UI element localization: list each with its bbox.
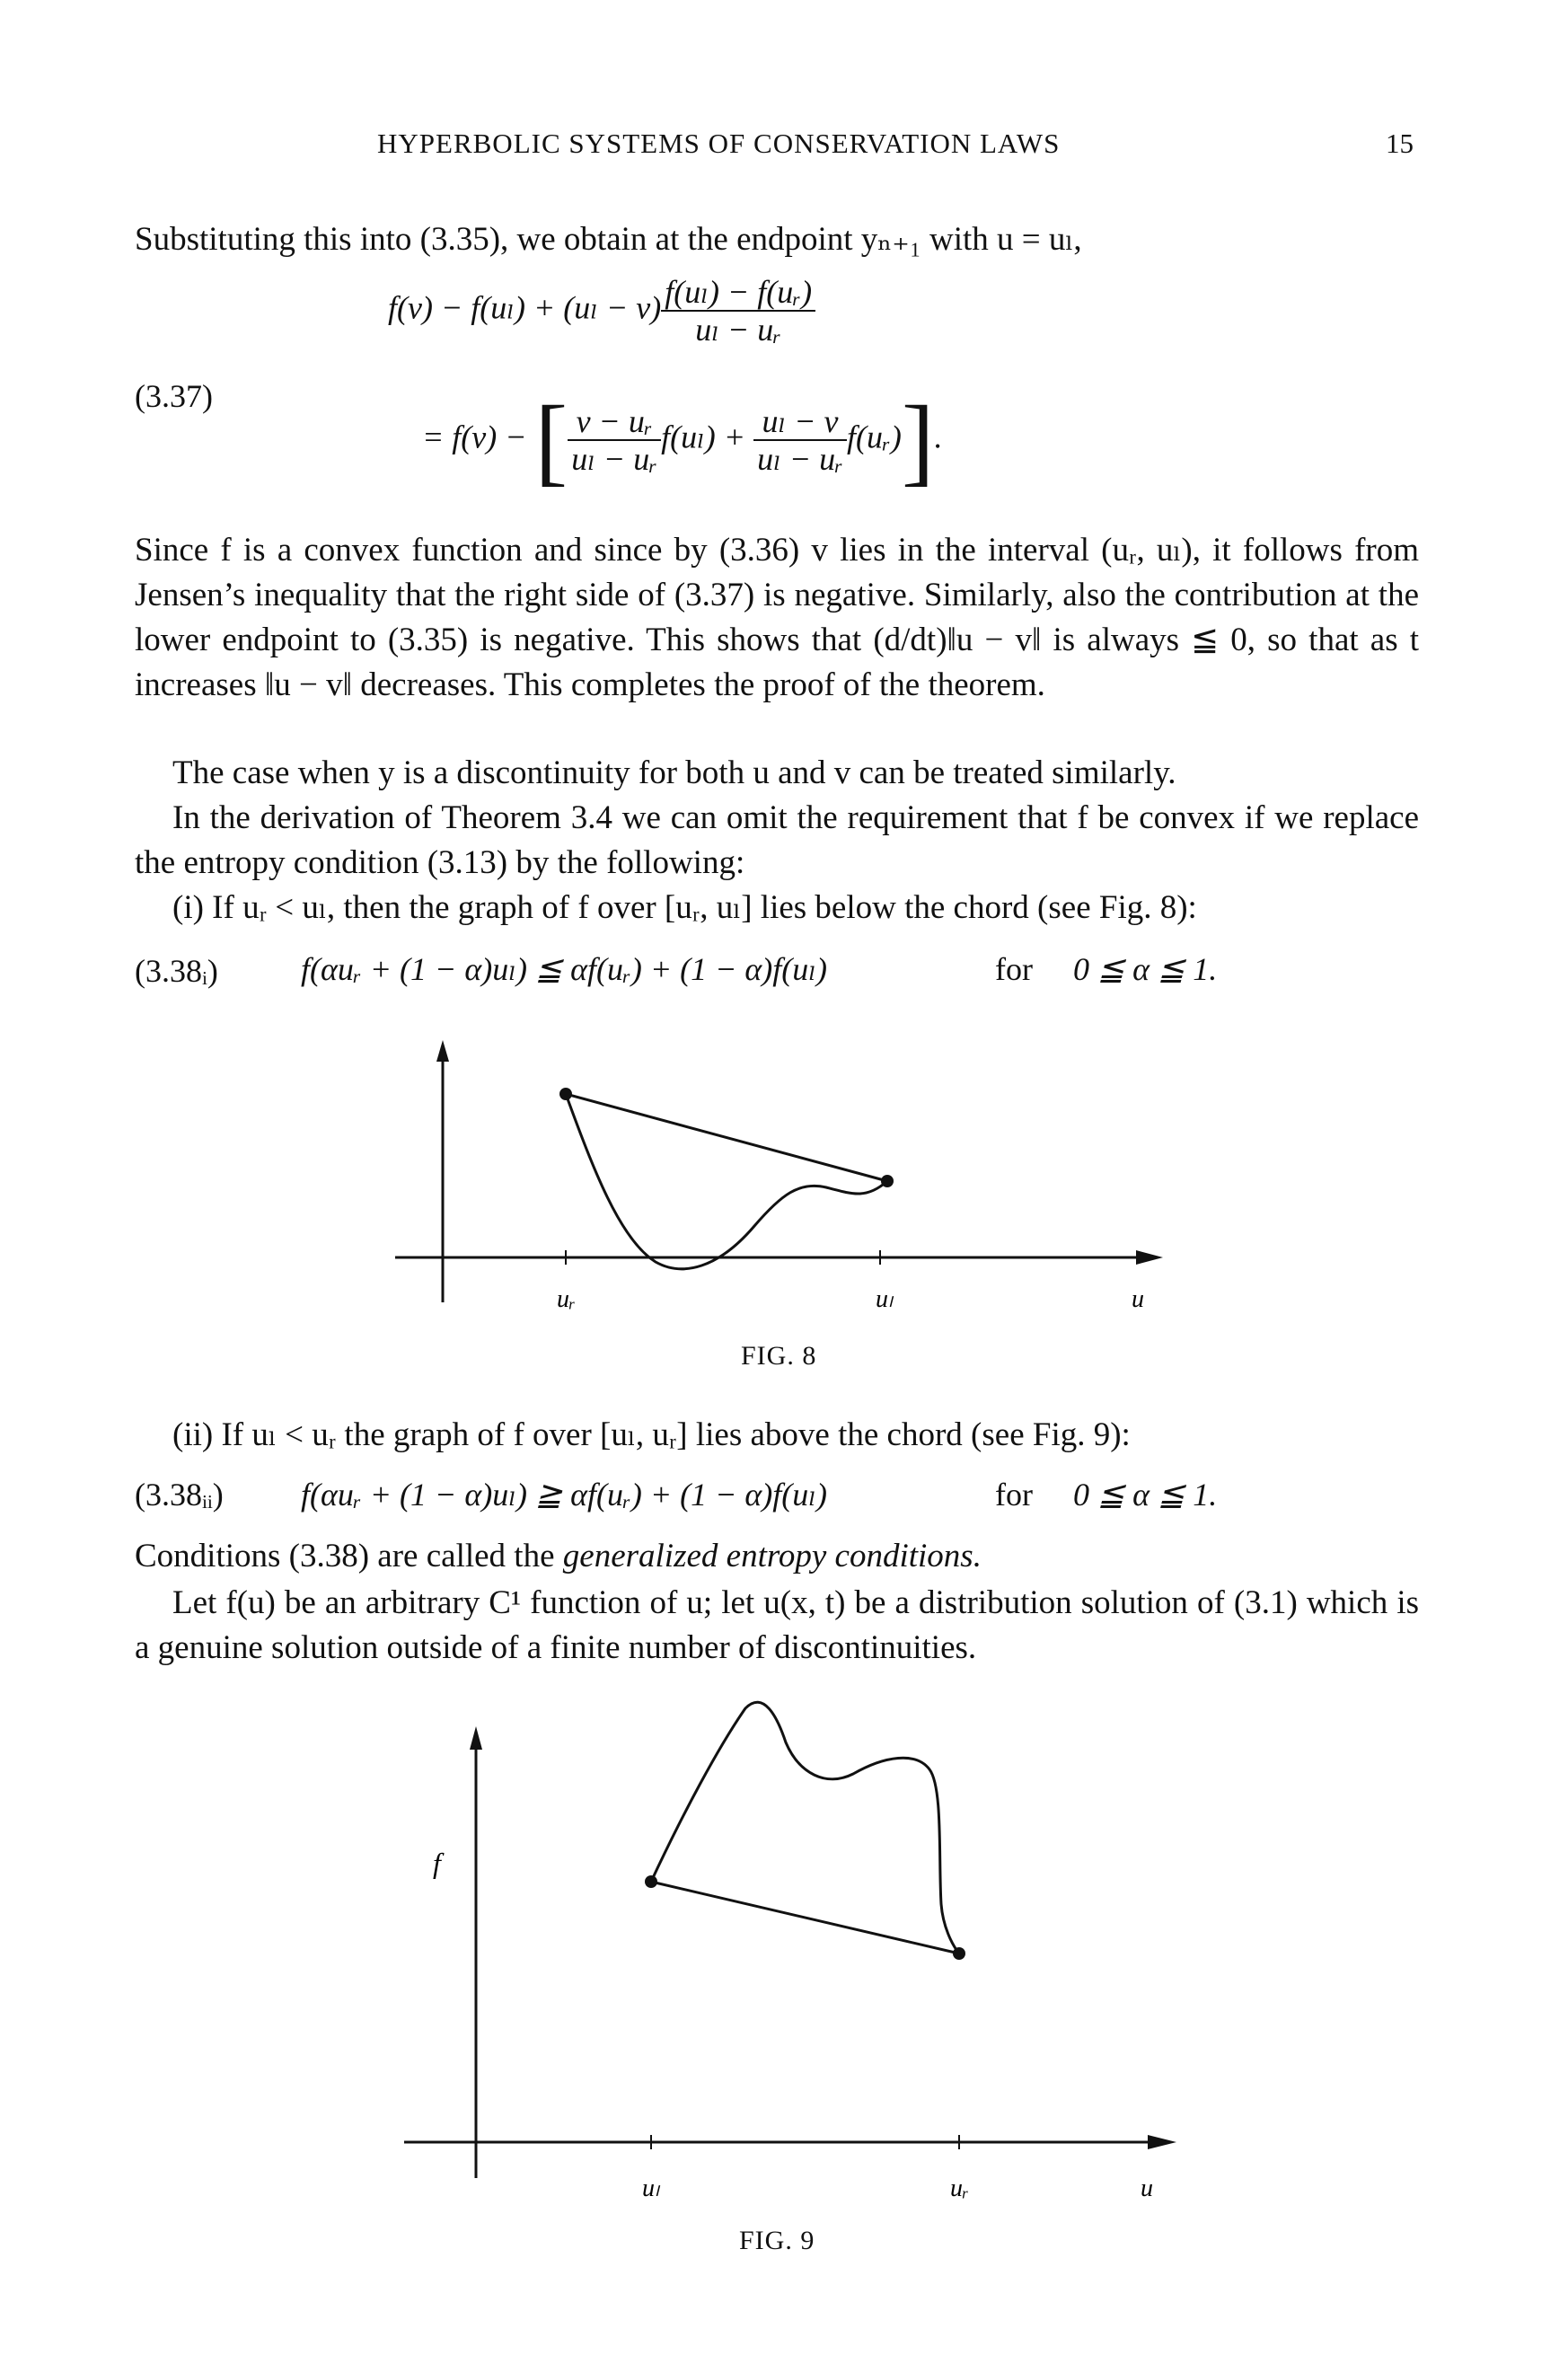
paragraph-theorem-derivation: In the derivation of Theorem 3.4 we can omit the requirement that f be convex if we replace the entropy condition (3.13) by the following: [135, 799, 1419, 881]
eq337-line2-fraction-1 [568, 403, 661, 477]
fig8-chord [566, 1094, 887, 1181]
right-bracket: ] [901, 385, 935, 495]
fig8-endpoint-right [881, 1175, 894, 1187]
equation-label-3-38-ii: (3.38ᵢᵢ) [135, 1477, 224, 1513]
eq337-line2-term-2: f(uᵣ) [846, 419, 902, 455]
equation-3-38-ii-range: 0 ≦ α ≦ 1. [1073, 1477, 1218, 1513]
fig9-endpoint-left [645, 1875, 657, 1888]
eq337-line1-numerator: f(uₗ) − f(uᵣ) [661, 274, 815, 312]
fig9-label-u: u [1141, 2174, 1153, 2202]
fig8-y-arrow-icon [436, 1040, 449, 1062]
equation-label-3-38-i: (3.38ᵢ) [135, 953, 218, 989]
equation-3-38-ii: f(αuᵣ + (1 − α)uₗ) ≧ αf(uᵣ) + (1 − α)f(uₗ) [301, 1477, 828, 1513]
p7-text: Conditions (3.38) are called the [135, 1538, 563, 1574]
fig8-label-ul: uₗ [876, 1285, 893, 1313]
page-number: 15 [1386, 128, 1414, 159]
eq337-line2-term-1: f(uₗ) + [661, 419, 746, 455]
fig9-x-arrow-icon [1148, 2135, 1176, 2149]
fig8-x-arrow-icon [1136, 1250, 1163, 1265]
left-bracket: [ [534, 385, 568, 495]
equation-3-38-ii-for: for [995, 1477, 1033, 1513]
equation-3-38-i-for: for [995, 951, 1033, 987]
running-title: HYPERBOLIC SYSTEMS OF CONSERVATION LAWS [377, 128, 1061, 159]
p7-emphasis: generalized entropy conditions. [562, 1538, 982, 1574]
paragraph-condition-i: (i) If uᵣ < uₗ, then the graph of f over [uᵣ, uₗ] lies below the chord (see Fig. 8): [172, 889, 1197, 926]
eq337-line2-end: . [934, 419, 943, 455]
fig8-caption: FIG. 8 [741, 1341, 817, 1371]
paragraph-substituting: Substituting this into (3.35), we obtain at the endpoint yₙ₊₁ with u = uₗ, [135, 221, 1082, 258]
paragraph-discontinuity-case: The case when y is a discontinuity for both u and v can be treated similarly. [172, 754, 1176, 791]
equation-label-3-37: (3.37) [135, 378, 213, 414]
eq337-line2-fraction-2 [753, 403, 847, 477]
equation-3-37-line-2 [422, 385, 943, 495]
fig9-label-ul: uₗ [642, 2174, 659, 2202]
fig8-label-ur: uᵣ [557, 1285, 576, 1313]
fig9-y-arrow-icon [470, 1726, 482, 1750]
fig8-curve [566, 1094, 887, 1269]
equation-3-38-i-range: 0 ≦ α ≦ 1. [1073, 951, 1218, 987]
figure-8 [377, 1033, 1185, 1356]
fig9-label-ur: uᵣ [950, 2174, 969, 2202]
figure-9 [377, 1689, 1185, 2227]
fig9-caption: FIG. 9 [739, 2226, 815, 2255]
fig9-curve [651, 1702, 959, 1954]
paragraph-condition-ii: (ii) If uₗ < uᵣ the graph of f over [uₗ, uᵣ] lies above the chord (see Fig. 9): [172, 1416, 1131, 1453]
paragraph-generalized-entropy [135, 1534, 1419, 1579]
paragraph-arbitrary-function: Let f(u) be an arbitrary C¹ function of u; let u(x, t) be a distribution solution of (3.1) which is a genuine solution outside of a finite number of discontinuities. [135, 1584, 1419, 1666]
eq337-line2-prefix: = f(v) − [422, 419, 527, 455]
equation-3-37-line-1 [388, 274, 815, 348]
fig8-label-u: u [1132, 1285, 1144, 1313]
eq337-line1-denominator: uₗ − uᵣ [695, 312, 782, 348]
eq337-line1-fraction [661, 274, 815, 348]
eq337-frac1-numerator: v − uᵣ [568, 403, 661, 441]
paragraph-convex-function: Since f is a convex function and since by (3.36) v lies in the interval (uᵣ, uₗ), it follows from Jensen’s inequality that the right side of (3.37) is negative. Similarly, also the contribution at the lower endpoint to (3.35) is negative. This shows that (d/dt)‖u − v‖ is always ≦ 0, so that as t increases ‖u − v‖ decreases. This completes the proof of the theorem. [135, 532, 1419, 703]
fig8-endpoint-left [559, 1088, 572, 1100]
eq337-frac1-denominator: uₗ − uᵣ [571, 441, 658, 477]
fig9-label-f: f [433, 1847, 441, 1879]
eq337-frac2-denominator: uₗ − uᵣ [757, 441, 843, 477]
eq337-frac2-numerator: uₗ − v [753, 403, 847, 441]
fig9-endpoint-right [953, 1947, 965, 1960]
equation-3-38-i: f(αuᵣ + (1 − α)uₗ) ≦ αf(uᵣ) + (1 − α)f(uₗ) [301, 951, 828, 987]
fig9-chord [651, 1882, 959, 1954]
eq337-line1-prefix: f(v) − f(uₗ) + (uₗ − v) [388, 289, 662, 326]
